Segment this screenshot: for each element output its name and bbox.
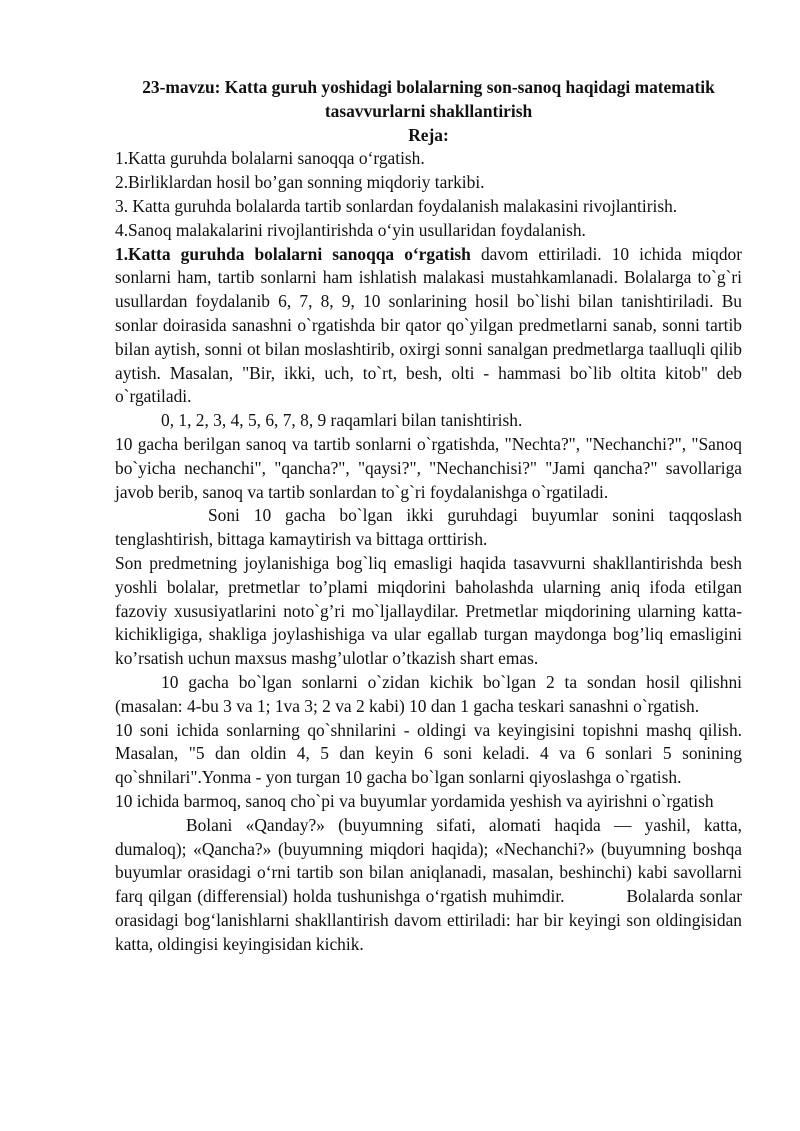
section-1-paragraph <box>115 243 742 410</box>
plan-item-4: 4.Sanoq malakalarini rivojlantirishda o‘yin usullaridan foydalanish. <box>115 219 586 240</box>
paragraph-questions-2 <box>115 814 742 957</box>
plan-item-1: 1.Katta guruhda bolalarni sanoqqa o‘rgatish. <box>115 148 425 169</box>
questions-2-text: Bolani «Qanday?» (buyumning sifati, alomati haqida — yashil, katta, dumaloq); «Qancha?» (buyumning miqdori haqida); «Nechanchi?» (buyumning boshqa buyumlar orasidagi o‘rni tartib son bilan aniqlanadi, masalan, beshinchi) kabi savollarni farq qilgan (differensial) holda tushunishga o‘rgatish muhimdir. <box>115 814 742 907</box>
section-1-text: davom ettiriladi. 10 ichida miqdor sonlarni ham, tartib sonlarni ham ishlatish malakasi mustahkamlanadi. Bolalarga to`g`ri usullardan foydalanib 6, 7, 8, 9, 10 sonlarining hosil bo`lishi bilan tanishtiriladi. Bu sonlar doirasida sanashni o`rgatishda bir qator qo`yilgan predmetlarni sanab, sonni tartib bilan aytish, sonni ot bilan moslashtirib, oxirgi sonni sanalgan predmetlarga taalluqli qilib aytish. Masalan, "Bir, ikki, uch, to`rt, besh, olti - hammasi bo`lib oltita kitob" deb o`rgatiladi. <box>115 243 742 407</box>
plan-item-2: 2.Birliklardan hosil bo’gan sonning miqdoriy tarkibi. <box>115 172 485 193</box>
paragraph-questions: 10 gacha berilgan sanoq va tartib sonlarni o`rgatishda, "Nechta?", "Nechanchi?", "Sanoq bo`yicha nechanchi", "qancha?", "qaysi?", "Nechanchisi?" "Jami qancha?" savollariga javob berib, sanoq va tartib sonlardan to`g`ri foydalanishga o`rgatiladi. <box>115 433 742 502</box>
plan-heading: Reja: <box>408 124 449 145</box>
digits-line: 0, 1, 2, 3, 4, 5, 6, 7, 8, 9 raqamlari bilan tanishtirish. <box>161 410 523 431</box>
section-1-heading: 1.Katta guruhda bolalarni sanoqqa o‘rgatish <box>115 243 471 264</box>
title-line-2: tasavvurlarni shakllantirish <box>324 100 533 121</box>
document-title <box>115 76 742 124</box>
relations-text: Bolalarda sonlar orasidagi bog‘lanishlarni shakllantirish davom ettiriladi: har bir keyingi son oldingisidan katta, oldingisi keyingisidan kichik. <box>115 886 742 954</box>
paragraph-compare: Soni 10 gacha bo`lgan ikki guruhdagi buyumlar sonini taqqoslash tenglashtirish, bittaga kamaytirish va bittaga orttirish. <box>115 505 742 550</box>
paragraph-arithmetic: 10 ichida barmoq, sanoq cho`pi va buyumlar yordamida yeshish va ayirishni o`rgatish <box>115 790 714 811</box>
plan-item-3: 3. Katta guruhda bolalarda tartib sonlardan foydalanish malakasini rivojlantirish. <box>115 195 678 216</box>
paragraph-compose: 10 gacha bo`lgan sonlarni o`zidan kichik bo`lgan 2 ta sondan hosil qilishni (masalan: 4-bu 3 va 1; 1va 3; 2 va 2 kabi) 10 dan 1 gacha teskari sanashni o`rgatish. <box>115 671 742 716</box>
title-line-1: 23-mavzu: Katta guruh yoshidagi bolalarning son-sanoq haqidagi matematik <box>142 77 715 97</box>
paragraph-position: Son predmetning joylanishiga bog`liq emasligi haqida tasavvurni shakllantirishda besh yoshli bolalar, pretmetlar to’plami miqdorini baholashda ularning aniq ifoda etilgan fazoviy xususiyatlarini noto`g’ri mo`ljallaydilar. Pretmetlar miqdorining ularning katta-kichikligiga, shakliga joylashishiga va ular egallab turgan maydonga bog’liq emasligini ko’rsatish uchun maxsus mashg’ulotlar o’tkazish shart emas. <box>115 552 742 669</box>
paragraph-neighbors: 10 soni ichida sonlarning qo`shnilarini - oldingi va keyingisini topishni mashq qilish. Masalan, "5 dan oldin 4, 5 dan keyin 6 soni keladi. 4 va 6 sonlari 5 sonining qo`shnilari".Yonma - yon turgan 10 gacha bo`lgan sonlarni qiyoslashga o`rgatish. <box>115 719 742 788</box>
